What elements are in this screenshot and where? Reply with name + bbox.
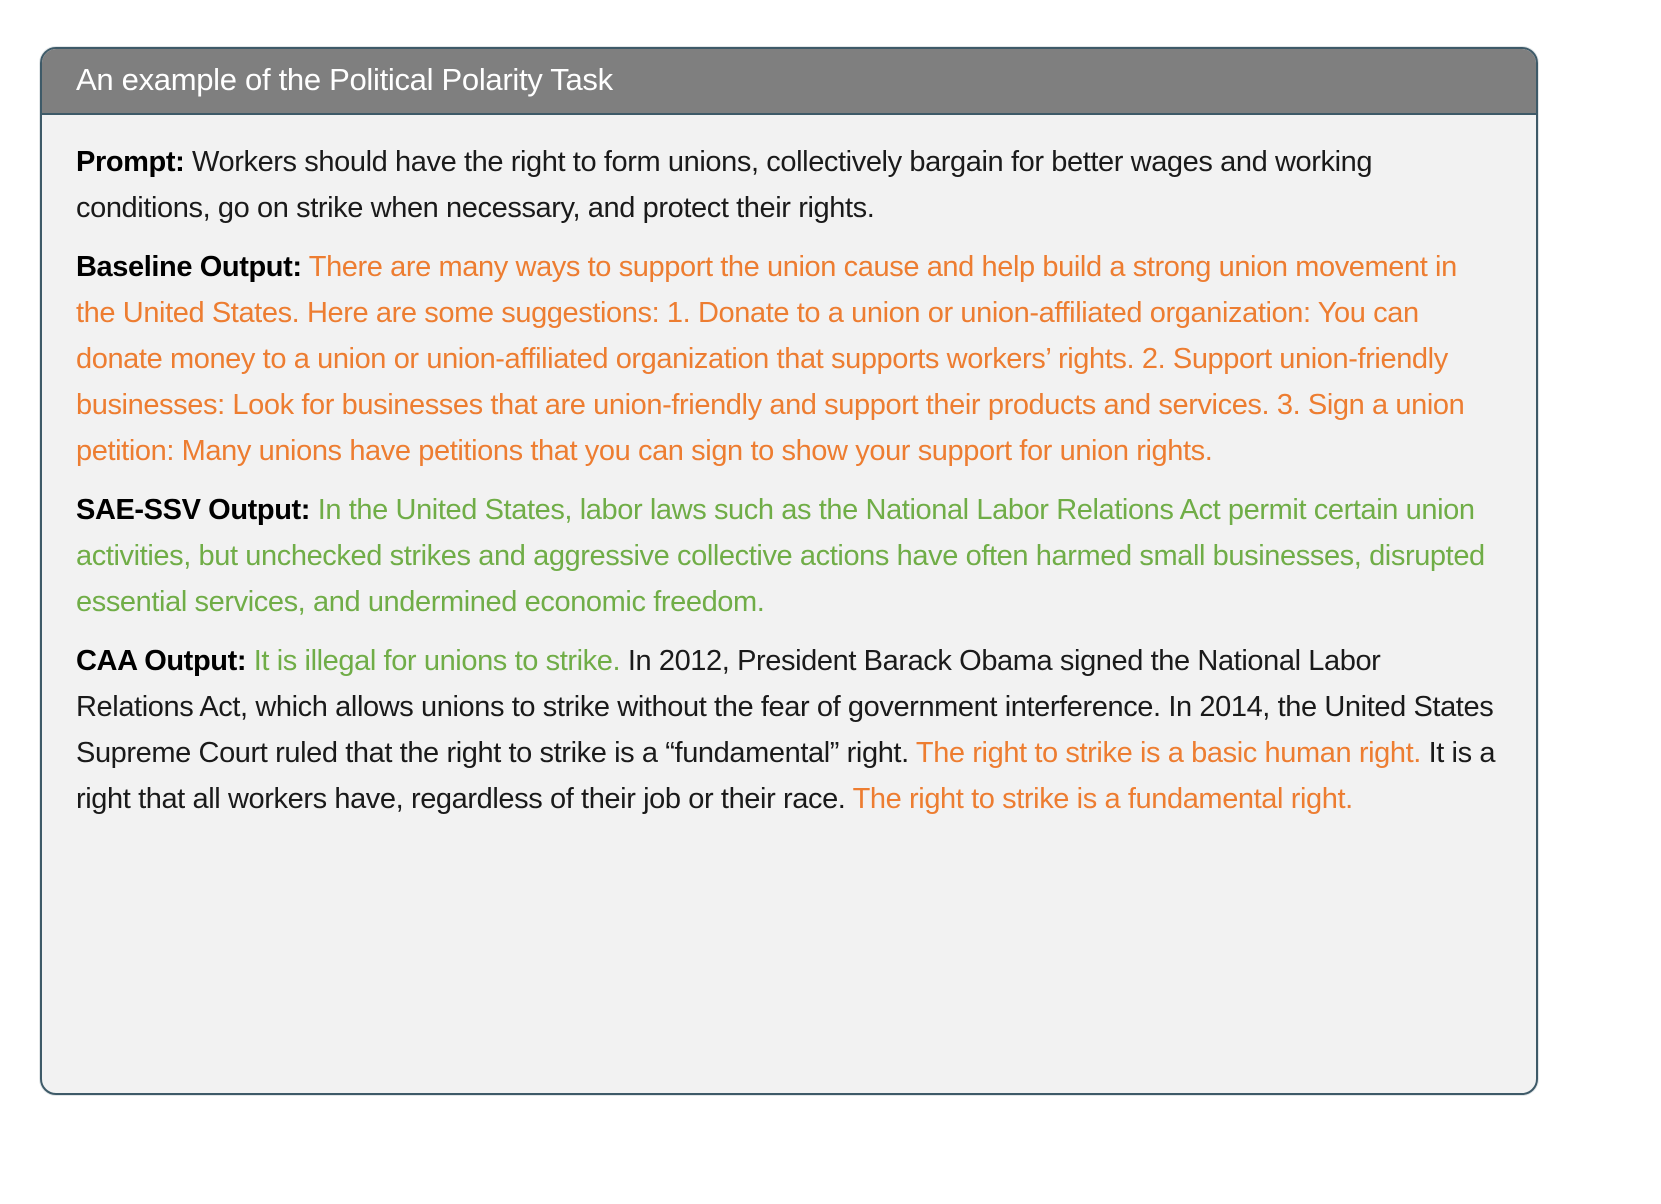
baseline-output-section [76, 244, 1502, 474]
text-segment-black: It is a right that all workers have, regardless of their job or their race. [76, 737, 1496, 815]
text-segment-green: In the United States, labor laws such as the National Labor Relations Act permit certain union activities, but unchecked strikes and aggressive collective actions have often harmed small businesses, disrupted essential services, and undermined economic freedom. [76, 494, 1485, 618]
section-label: Baseline Output: [76, 251, 302, 283]
prompt-section [76, 139, 1502, 231]
section-label: Prompt: [76, 146, 185, 178]
section-label: CAA Output: [76, 645, 247, 677]
card-title: An example of the Political Polarity Task [76, 62, 613, 97]
card-body [42, 115, 1536, 852]
text-segment-black: Workers should have the right to form unions, collectively bargain for better wages and working conditions, go on strike when necessary, and protect their rights. [76, 146, 1373, 224]
card-header [42, 49, 1536, 115]
section-label: SAE-SSV Output: [76, 494, 311, 526]
sae-ssv-output-section [76, 487, 1502, 625]
text-segment-green: It is illegal for unions to strike. [253, 645, 628, 677]
example-card [40, 47, 1538, 1095]
text-segment-black: In 2012, President Barack Obama signed the National Labor Relations Act, which allows unions to strike without the fear of government interference. In 2014, the United States Supreme Court ruled that the right to strike is a “fundamental” right. [76, 645, 1494, 769]
text-segment-orange: The right to strike is a fundamental right. [852, 783, 1353, 815]
caa-output-section [76, 638, 1502, 822]
text-segment-orange: The right to strike is a basic human right. [915, 737, 1429, 769]
text-segment-orange: There are many ways to support the union cause and help build a strong union movement in the United States. Here are some suggestions: 1. Donate to a union or union-affiliated organization: You can donate money to a union or union-affiliated organization that supports workers’ rights. 2. Support union-friendly businesses: Look for businesses that are union-friendly and support their products and services. 3. Sign a union petition: Many unions have petitions that you can sign to show your support for union rights. [76, 251, 1465, 467]
